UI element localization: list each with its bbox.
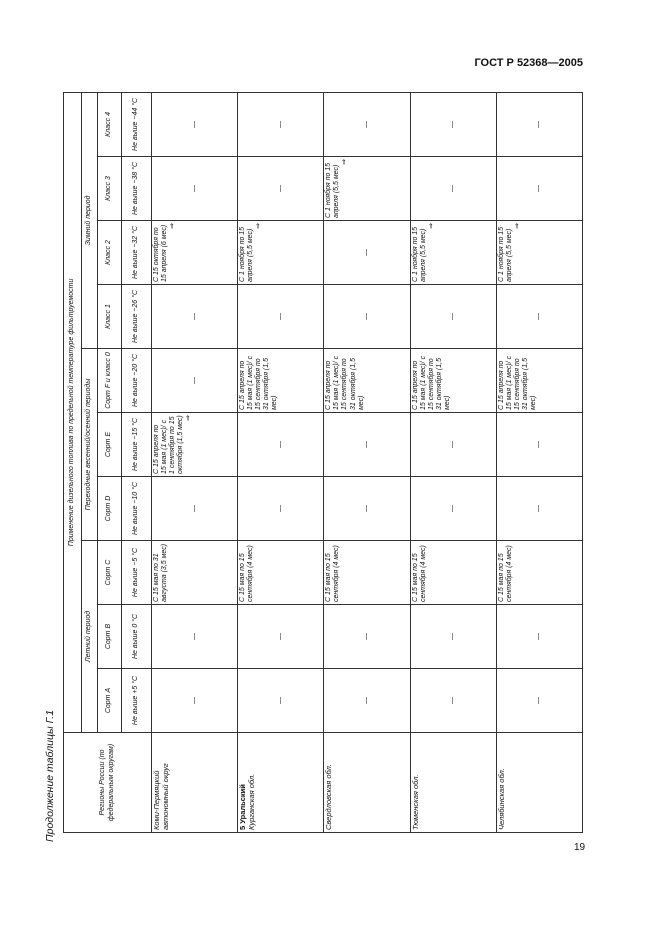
temperature-header: Не выше −44 °С — [122, 92, 152, 156]
table-caption-wrap — [44, 709, 56, 843]
period-text: — — [276, 505, 284, 512]
period-text: — — [362, 249, 370, 256]
region-cell — [496, 733, 582, 833]
period-text: — — [535, 441, 543, 448]
period-text: — — [276, 313, 284, 320]
period-text: — — [276, 633, 284, 640]
period-text: — — [190, 633, 198, 640]
region-name: Свердловская обл. — [324, 764, 334, 830]
period-text: — — [535, 313, 543, 320]
region-name: Челябинская обл. — [496, 768, 506, 830]
arrow-icon: ⇒ — [185, 415, 193, 421]
period-text: — — [535, 120, 543, 128]
period-text: — — [190, 377, 198, 384]
period-cell — [496, 221, 582, 285]
period-cell — [410, 605, 496, 669]
temperature-header: Не выше −38 °С — [122, 157, 152, 221]
period-cell — [238, 92, 324, 156]
grade-row — [98, 92, 122, 832]
table-body — [152, 92, 583, 832]
period-text: С 15 апреля по 15 мая (1 мес)/ с 1 сентября по 15 октября (1,5 мес) — [153, 415, 185, 474]
period-text: — — [276, 185, 284, 192]
period-text: — — [190, 120, 198, 128]
period-text: — — [362, 697, 370, 704]
period-cell — [496, 605, 582, 669]
region-name: Коми-Пермяцкий автономный округ — [152, 763, 170, 830]
grade-header: Сорт B — [98, 605, 122, 669]
period-text: — — [535, 633, 543, 640]
arrow-icon: ⇒ — [255, 223, 263, 229]
period-text: — — [449, 120, 457, 128]
table-container — [63, 93, 583, 833]
period-cell — [410, 541, 496, 605]
period-cell — [410, 157, 496, 221]
period-text: — — [449, 441, 457, 448]
region-cell — [238, 733, 324, 833]
table-row — [324, 92, 410, 832]
temperature-header: Не выше −26 °С — [122, 285, 152, 349]
period-text: — — [276, 697, 284, 704]
temperature-header: Не выше −32 °С — [122, 221, 152, 285]
grade-header: Сорт A — [98, 669, 122, 733]
period-text: — — [190, 697, 198, 704]
period-cell — [496, 477, 582, 541]
period-cell — [152, 669, 238, 733]
period-cell — [410, 477, 496, 541]
period-text: — — [362, 505, 370, 512]
period-cell — [496, 541, 582, 605]
period-cell — [496, 669, 582, 733]
page-number: 19 — [574, 842, 586, 853]
period-cell — [324, 605, 410, 669]
period-text: С 15 мая по 15 сентября (4 мес) — [411, 545, 427, 602]
period-text: С 1 ноября по 15 апреля (5,5 мес) — [497, 226, 513, 282]
period-text: С 15 мая по 15 сентября (4 мес) — [325, 545, 341, 602]
period-text: С 1 ноября по 15 апреля (5,5 мес) — [411, 226, 427, 282]
grade-header: Сорт D — [98, 477, 122, 541]
period-text: С 1 ноября по 15 апреля (5,5 мес) — [239, 226, 255, 282]
period-cell — [152, 413, 238, 477]
period-text: С 15 апреля по 15 мая (1 мес)/ с 15 сентября по 31 октября (1,5 мес) — [239, 355, 279, 410]
period-text: — — [276, 441, 284, 448]
period-text: — — [449, 505, 457, 512]
region-name: Курганская обл. — [246, 773, 256, 830]
period-text: — — [535, 185, 543, 192]
period-text: — — [535, 505, 543, 512]
period-cell — [152, 477, 238, 541]
period-cell — [238, 413, 324, 477]
temperature-header: Не выше −15 °С — [122, 413, 152, 477]
period-cell — [496, 413, 582, 477]
grade-header: Сорт E — [98, 413, 122, 477]
main-header: Применение дизельного топлива по предельной температуре фильтруемости — [64, 92, 82, 732]
period-cell — [496, 157, 582, 221]
period-cell — [238, 157, 324, 221]
period-text: С 15 мая по 15 сентября (4 мес) — [239, 545, 255, 602]
period-cell — [152, 92, 238, 156]
region-header: Регионы России (по федеральным округам) — [64, 733, 152, 833]
period-cell — [238, 221, 324, 285]
temperature-header: Не выше −10 °С — [122, 477, 152, 541]
arrow-icon: ⇒ — [169, 223, 177, 229]
grade-header: Класс 4 — [98, 92, 122, 156]
grade-header: Сорт C — [98, 541, 122, 605]
table-row — [496, 92, 582, 832]
period-text: — — [449, 633, 457, 640]
transition-header: Переходные весенний/осенний периоды — [82, 349, 98, 541]
temperature-header: Не выше −5 °С — [122, 541, 152, 605]
period-cell — [324, 221, 410, 285]
period-cell — [410, 669, 496, 733]
period-text: — — [449, 313, 457, 320]
period-text: — — [449, 185, 457, 192]
period-cell — [410, 221, 496, 285]
grade-header: Класс 1 — [98, 285, 122, 349]
period-cell — [324, 349, 410, 413]
period-cell — [324, 541, 410, 605]
table-row — [152, 92, 238, 832]
period-text: — — [190, 505, 198, 512]
period-text: — — [535, 697, 543, 704]
period-text: С 15 апреля по 15 мая (1 мес)/ с 15 сентября по 31 октября (1,5 мес) — [497, 355, 537, 410]
period-cell — [152, 221, 238, 285]
fuel-application-table — [63, 92, 583, 833]
period-cell — [152, 349, 238, 413]
period-text: С 15 октября по 15 апреля (6 мес) — [153, 224, 169, 282]
period-text: — — [362, 441, 370, 448]
period-cell — [152, 157, 238, 221]
table-row — [410, 92, 496, 832]
winter-header: Зимний период — [82, 92, 98, 348]
period-cell — [324, 669, 410, 733]
period-cell — [496, 92, 582, 156]
period-text: — — [362, 120, 370, 128]
summer-header: Летний период — [82, 541, 98, 733]
period-cell — [496, 349, 582, 413]
arrow-icon: ⇒ — [341, 159, 349, 165]
period-text: С 15 мая по 15 сентября (4 мес) — [497, 545, 513, 602]
period-text: — — [190, 313, 198, 320]
period-text: С 1 ноября по 15 апреля (5,5 мес) — [325, 162, 341, 218]
period-cell — [152, 605, 238, 669]
period-cell — [324, 477, 410, 541]
period-text: С 15 мая по 31 августа (3,5 мес) — [153, 543, 169, 602]
region-cell — [410, 733, 496, 833]
period-text: — — [449, 697, 457, 704]
table-row — [238, 92, 324, 832]
period-cell — [324, 157, 410, 221]
period-cell — [324, 92, 410, 156]
period-cell — [496, 285, 582, 349]
district-label: 5 Уральский — [238, 784, 248, 830]
period-cell — [324, 285, 410, 349]
temperature-header: Не выше −20 °С — [122, 349, 152, 413]
region-cell — [152, 733, 238, 833]
period-text: — — [362, 633, 370, 640]
arrow-icon: ⇒ — [513, 223, 521, 229]
period-cell — [238, 605, 324, 669]
period-text: — — [362, 313, 370, 320]
period-text: — — [190, 185, 198, 192]
temperature-row — [122, 92, 152, 832]
period-cell — [152, 285, 238, 349]
document-code: ГОСТ Р 52368—2005 — [474, 57, 583, 69]
region-name: Тюменская обл. — [410, 774, 420, 830]
period-cell — [410, 349, 496, 413]
grade-header: Сорт F и класс 0 — [98, 349, 122, 413]
region-cell — [324, 733, 410, 833]
period-text: — — [276, 120, 284, 128]
period-cell — [410, 92, 496, 156]
arrow-icon: ⇒ — [427, 223, 435, 229]
period-text: С 15 апреля по 15 мая (1 мес)/ с 15 сентября по 31 октября (1,5 мес) — [411, 355, 451, 410]
table-caption: Продолжение таблицы Г.1 — [44, 709, 56, 842]
period-cell — [238, 349, 324, 413]
period-cell — [238, 477, 324, 541]
grade-header: Класс 3 — [98, 157, 122, 221]
temperature-header: Не выше +5 °С — [122, 669, 152, 733]
grade-header: Класс 2 — [98, 221, 122, 285]
period-cell — [410, 285, 496, 349]
period-cell — [410, 413, 496, 477]
period-cell — [238, 285, 324, 349]
temperature-header: Не выше 0 °С — [122, 605, 152, 669]
period-cell — [324, 413, 410, 477]
period-cell — [152, 541, 238, 605]
period-cell — [238, 541, 324, 605]
period-text: С 15 апреля по 15 мая (1 мес)/ с 15 сентября по 31 октября (1,5 мес) — [325, 355, 365, 410]
rotated-table-frame — [63, 93, 583, 833]
period-cell — [238, 669, 324, 733]
